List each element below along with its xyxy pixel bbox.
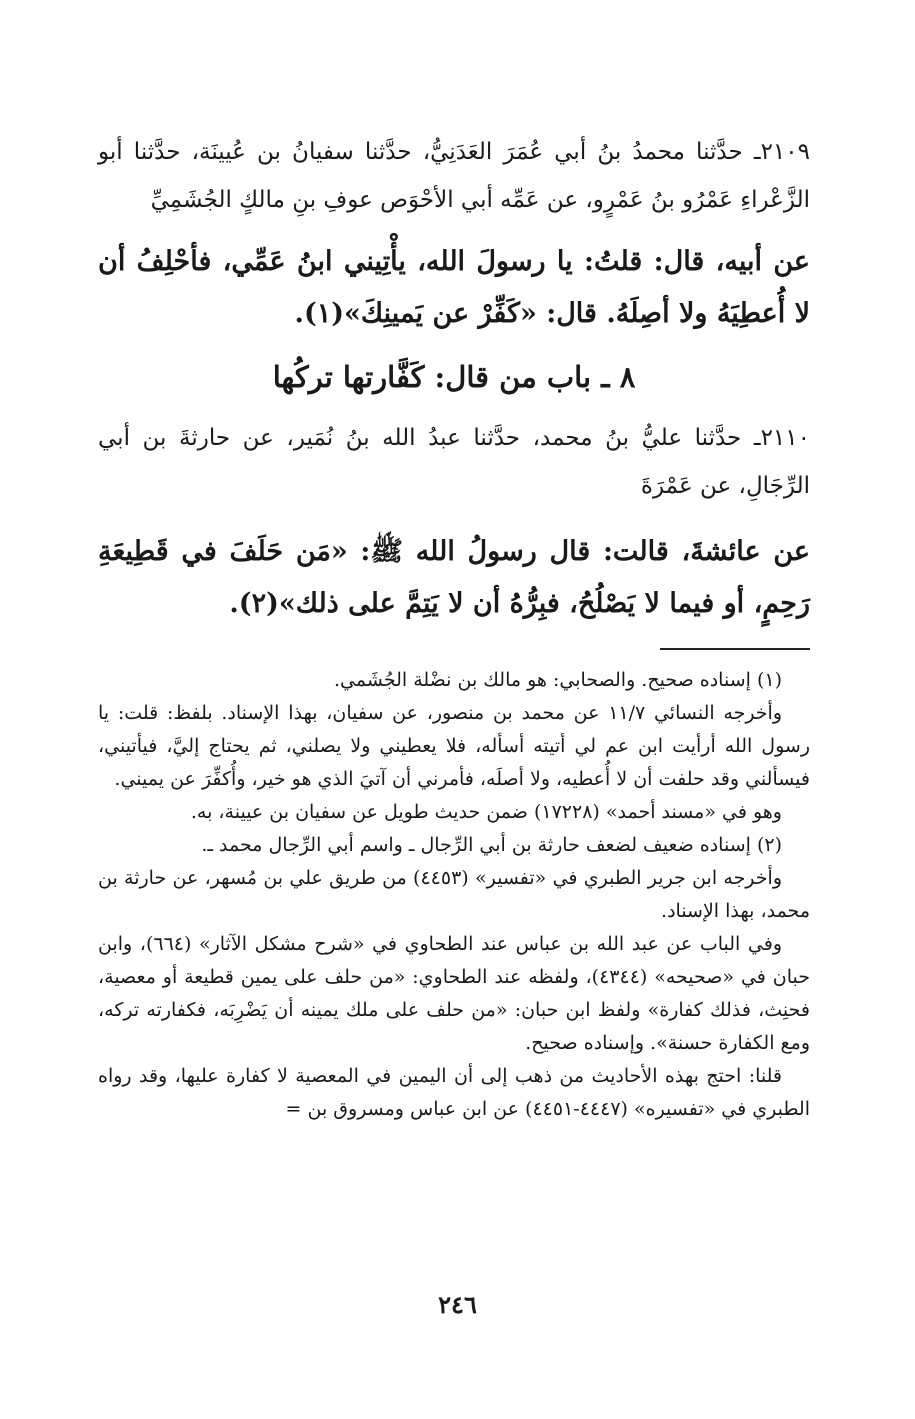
page-body <box>98 128 810 1126</box>
hadith-2110-matn: عن عائشةَ، قالت: قال رسولُ الله ﷺ: «مَن حَلَفَ في قَطِيعَةِ رَحِمٍ، أو فيما لا يَصْلُحُ، فبِرُّهُ أن لا يَتِمَّ على ذلك»(٢). <box>98 536 810 619</box>
footnotes <box>98 664 810 1126</box>
footnote-2: (٢) إسناده ضعيف لضعف حارثة بن أبي الرِّجال ـ واسم أبي الرِّجال محمد ـ. <box>201 834 782 856</box>
footnote-1-ahmad: وهو في «مسند أحمد» (١٧٢٢٨) ضمن حديث طويل عن سفيان بن عيينة، به. <box>190 801 782 823</box>
chapter-heading: ٨ ـ باب من قال: كَفَّارتها تركُها <box>272 360 636 394</box>
footnote-2-qulna: قلنا: احتج بهذه الأحاديث من ذهب إلى أن اليمين في المعصية لا كفارة عليها، وقد رواه الطبري في «تفسيره» (٤٤٤٧-٤٤٥١) عن ابن عباس ومسروق بن = <box>98 1065 810 1120</box>
hadith-2109-matn: عن أبيه، قال: قلتُ: يا رسولَ الله، يأْتِيني ابنُ عَمِّي، فأحْلِفُ أن لا أُعطِيَهُ ولا أصِلَهُ. قال: «كَفِّرْ عن يَمينِكَ»(١). <box>98 246 810 329</box>
footnote-2-tabari: وأخرجه ابن جرير الطبري في «تفسير» (٤٤٥٣) من طريق علي بن مُسهر، عن حارثة بن محمد، بهذا الإسناد. <box>98 867 810 922</box>
footnote-divider <box>660 648 810 650</box>
hadith-2109-isnad: ٢١٠٩ـ حدَّثنا محمدُ بنُ أبي عُمَرَ العَدَنِيُّ، حدَّثنا سفيانُ بن عُيينَة، حدَّثنا أبو الزَّعْراءِ عَمْرُو بنُ عَمْرٍو، عن عَمِّه أبي الأحْوَص عوفِ بنِ مالكٍ الجُشَمِيِّ <box>98 139 810 213</box>
footnote-1: (١) إسناده صحيح. والصحابي: هو مالك بن نضْلة الجُشَمي. <box>334 669 782 691</box>
page-number: ٢٤٦ <box>438 1290 477 1319</box>
footnote-2-bab: وفي الباب عن عبد الله بن عباس عند الطحاوي في «شرح مشكل الآثار» (٦٦٤)، وابن حبان في «صحيحه» (٤٣٤٤)، ولفظه عند الطحاوي: «من حلف على يمين قطيعة أو معصية، فحنِث، فذلك كفارة» ولفظ ابن حبان: «من حلف على ملك يمينه أن يَضْرِبَه، فكفارته تركه، ومع الكفارة حسنة». وإسناده صحيح. <box>98 933 810 1054</box>
footnote-1-nasai: وأخرجه النسائي ١١/٧ عن محمد بن منصور، عن سفيان، بهذا الإسناد. بلفظ: قلت: يا رسول الله أرأيت ابن عم لي أتيته أسأله، فلا يعطيني ولا يصلني، ثم يحتاج إليَّ، فيأتيني، فيسألني وقد حلفت أن لا أُعطيه، ولا أصلَه، فأمرني أن آتيَ الذي هو خير، وأُكفِّرَ عن يميني. <box>98 702 810 790</box>
hadith-2110-isnad: ٢١١٠ـ حدَّثنا عليُّ بنُ محمد، حدَّثنا عبدُ الله بنُ نُمَير، عن حارثةَ بن أبي الرِّجَالِ، عن عَمْرَةَ <box>98 425 810 499</box>
